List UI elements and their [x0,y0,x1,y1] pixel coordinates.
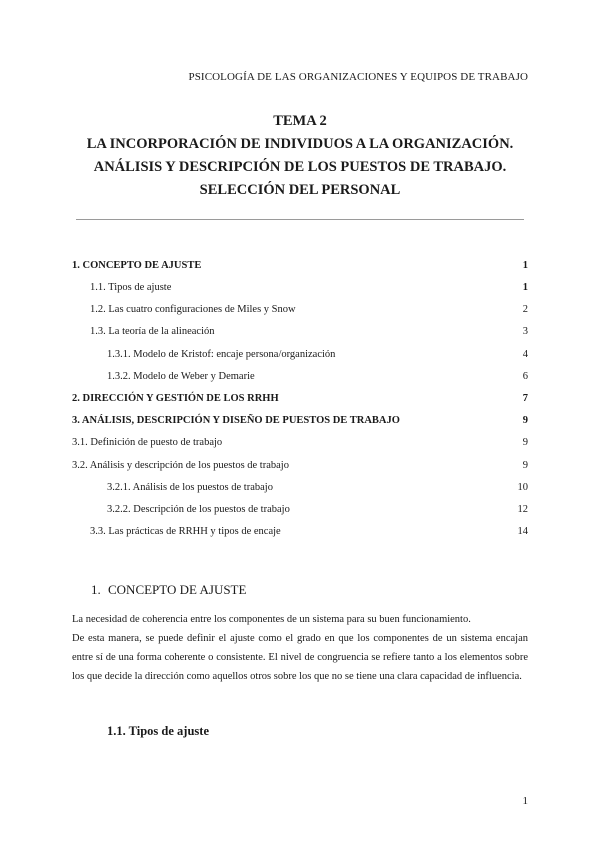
toc-entry-page: 3 [522,326,528,337]
toc-entry[interactable] [107,502,528,518]
title-line-selection: SELECCIÓN DEL PERSONAL [199,182,401,198]
toc-entry-label: 1. CONCEPTO DE AJUSTE [72,260,202,271]
page-number: 1 [522,795,528,807]
title-line-topic: TEMA 2 [273,113,327,129]
toc-entry[interactable] [90,280,528,296]
section-title: CONCEPTO DE AJUSTE [108,582,247,597]
toc-entry[interactable] [72,413,528,429]
document-title [72,110,528,202]
toc-entry-page: 4 [522,349,528,360]
toc-entry-page: 9 [522,460,528,471]
toc-entry[interactable] [72,435,528,451]
toc-entry-label: 3. ANÁLISIS, DESCRIPCIÓN Y DISEÑO DE PUESTOS DE TRABAJO [72,415,400,426]
section-number: 1. [91,582,101,597]
toc-entry-page: 7 [522,393,528,404]
body-paragraph: La necesidad de coherencia entre los componentes de un sistema para su buen funcionamiento. [72,614,471,625]
toc-entry-page: 9 [522,415,528,426]
toc-entry-label: 3.3. Las prácticas de RRHH y tipos de encaje [90,526,281,537]
toc-entry-page: 12 [517,504,528,515]
toc-entry-page: 14 [517,526,528,537]
toc-entry[interactable] [72,258,528,274]
toc-entry-page: 2 [522,304,528,315]
toc-entry-label: 1.2. Las cuatro configuraciones de Miles y Snow [90,304,296,315]
title-divider [76,219,524,220]
toc-entry-label: 3.2.1. Análisis de los puestos de trabajo [107,482,273,493]
toc-entry-label: 3.2.2. Descripción de los puestos de trabajo [107,504,290,515]
body-paragraph: De esta manera, se puede definir el ajuste como el grado en que los componentes de un sistema encajan entre sí de una forma coherente o consistente. El nivel de congruencia se refiere tanto a los elementos sobre los que decide la dirección como aquellos otros sobre los que no se tiene una clara capacidad de influencia. [72,633,528,682]
toc-entry[interactable] [90,302,528,318]
toc-entry-page: 1 [522,282,528,293]
toc-entry-label: 1.3.2. Modelo de Weber y Demarie [107,371,255,382]
toc-entry-page: 9 [522,437,528,448]
toc-entry-label: 3.2. Análisis y descripción de los puestos de trabajo [72,460,289,471]
toc-entry[interactable] [90,524,528,540]
toc-entry[interactable] [107,480,528,496]
toc-entry-label: 1.3. La teoría de la alineación [90,326,215,337]
toc-entry-label: 2. DIRECCIÓN Y GESTIÓN DE LOS RRHH [72,393,279,404]
subsection-heading: 1.1. Tipos de ajuste [107,724,209,738]
title-line-analysis: ANÁLISIS Y DESCRIPCIÓN DE LOS PUESTOS DE TRABAJO. [93,159,507,175]
title-line-main: LA INCORPORACIÓN DE INDIVIDUOS A LA ORGANIZACIÓN. [86,136,514,152]
toc-entry[interactable] [107,347,528,363]
toc-entry-label: 1.3.1. Modelo de Kristof: encaje persona/organización [107,349,336,360]
toc-entry[interactable] [72,458,528,474]
toc-entry-page: 1 [522,260,528,271]
toc-entry-label: 1.1. Tipos de ajuste [90,282,172,293]
toc-entry[interactable] [72,391,528,407]
running-header: PSICOLOGÍA DE LAS ORGANIZACIONES Y EQUIPOS DE TRABAJO [188,71,528,83]
toc-entry[interactable] [107,369,528,385]
toc-entry-page: 6 [522,371,528,382]
toc-entry-label: 3.1. Definición de puesto de trabajo [72,437,223,448]
toc-entry-page: 10 [517,482,528,493]
toc-entry[interactable] [90,324,528,340]
